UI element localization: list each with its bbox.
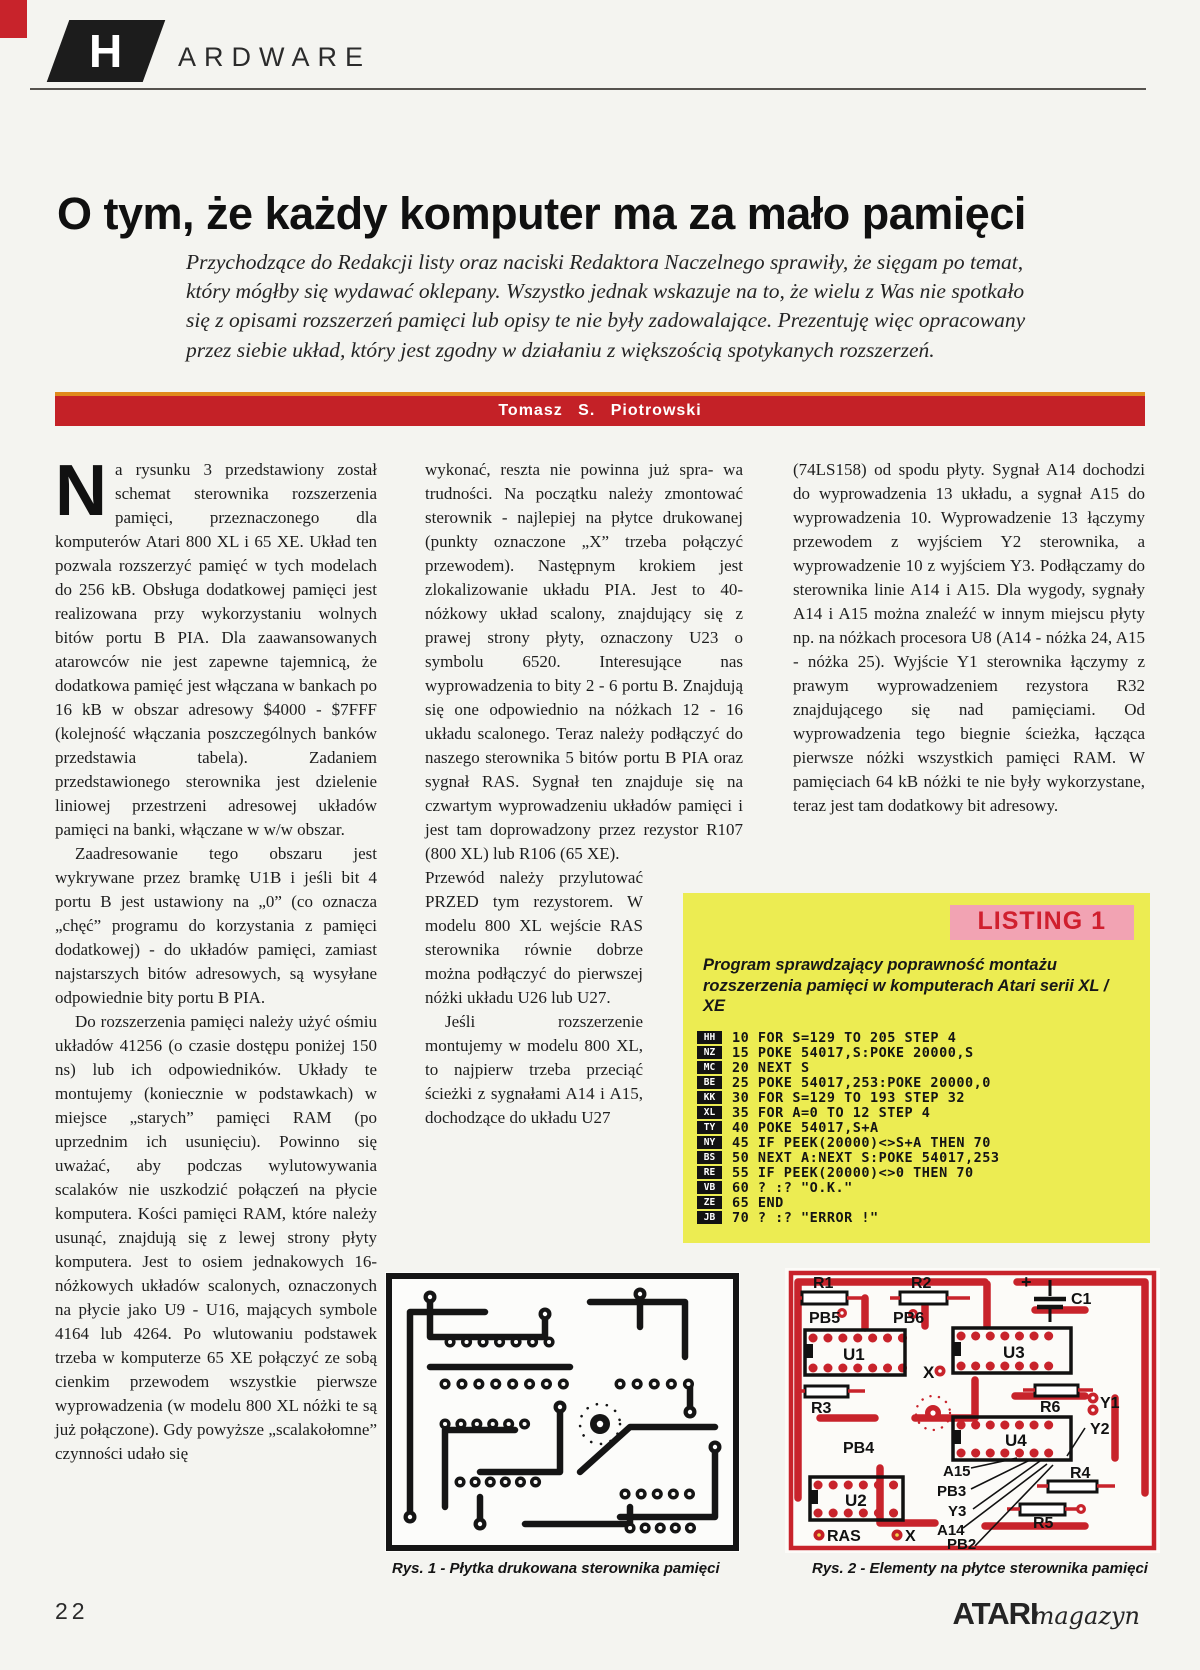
article-lead: Przychodzące do Redakcji listy oraz naciski Redaktora Naczelnego sprawiły, że sięgam po temat, który mógłby się wydawać oklepany. Wszystko jednak wskazuje na to, że wielu z Was nie spotkało się z opisami rozszerzeń pamięci lub opisy te nie były zadowalające. Prezentuję więc opracowany przez siebie układ, który jest zgodny w działaniu z większością spotykanych rozszerzeń. [186, 250, 1026, 362]
listing-line-tag: ZE [697, 1196, 722, 1209]
body-column-3 [793, 458, 1145, 818]
magazine-logo-suffix: magazyn [1031, 1602, 1140, 1630]
listing-line [697, 1090, 1142, 1105]
header-rule [30, 88, 1146, 90]
component-label: R4 [1070, 1465, 1091, 1482]
figure-1-pcb-traces [385, 1272, 740, 1552]
article-title: O tym, że każdy komputer ma za mało pamięci [57, 188, 1026, 240]
listing-line-code: 25 POKE 54017,253:POKE 20000,0 [732, 1074, 991, 1091]
listing-line-tag: NY [697, 1136, 722, 1149]
component-label: U1 [843, 1345, 865, 1364]
listing-line-tag: TY [697, 1121, 722, 1134]
listing-line [697, 1180, 1142, 1195]
figure-2-component-layout [785, 1268, 1160, 1553]
component-label: U3 [1003, 1343, 1025, 1362]
listing-line [697, 1150, 1142, 1165]
hardware-section-logo [47, 20, 166, 82]
paragraph: Do rozszerzenia pamięci należy użyć ośmiu układów 41256 (o czasie dostępu poniżej 150 ns) lub ich odpowiedników. Układy te montujemy (koniecznie w podstawkach) w miejsce „starych” pamięci RAM (po uprzednim ich usunięciu). Powinno się uważać, aby podczas wylutowywania scalaków nie uszkodzić połączeń na płycie komputera. Kości pamięci RAM, które należy usunąć, znajdują się z lewej strony płyty komputera. Jest to osiem jednakowych 16-nóżkowych układów scalonych, oznaczonych na płycie jako U9 - U16, mających symbole 4164 lub 4264. Po wlutowaniu podstawek trzeba w komputerze 65 XE połączyć ze sobą cienkim przewodem wszystkie pierwsze wyprowadzenia (w modelu 800 XL nóżki te są już połączone). Gdy powyższe „scalakołomne” czynności udało się [55, 1012, 377, 1463]
figure-2-caption: Rys. 2 - Elementy na płytce sterownika pamięci [812, 1560, 1148, 1577]
listing-line-code: 35 FOR A=0 TO 12 STEP 4 [732, 1104, 931, 1121]
listing-badge: LISTING 1 [950, 905, 1134, 940]
listing-line-tag: XL [697, 1106, 722, 1119]
listing-code [697, 1030, 1142, 1225]
paragraph: wykonać, reszta nie powinna już spra- wa trudności. Na początku należy zmontować sterownik - najlepiej na płytce drukowanej (punkty oznaczone „X” trzeba połączyć przewodem). Następnym krokiem jest zlokalizowanie układu PIA. Jest to 40-nóżkowy układ scalony, znajdujący się z prawej strony płyty, oznaczony U23 o symbolu 6520. Interesujące nas wyprowadzenia to bity 2 - 6 portu B. Znajdują się one odpowiednio na nóżkach 12 - 16 układu scalonego. Teraz należy podłączyć do naszego sterownika 5 bitów portu B PIA oraz sygnał RAS. Sygnał ten znajduje się na czwartym wyprowadzeniu układów pamięci i jest tam doprowadzony przez rezystor R107 (800 XL) lub R106 (65 XE). [425, 460, 743, 863]
listing-line [697, 1120, 1142, 1135]
paragraph: Jeśli rozszerzenie montujemy w modelu 800 XL, to najpierw trzeba przeciąć ścieżki z sygnałami A14 i A15, dochodzące do układu U27 [425, 1012, 643, 1127]
listing-line-tag: JB [697, 1211, 722, 1224]
listing-line-code: 55 IF PEEK(20000)<>0 THEN 70 [732, 1164, 974, 1181]
paragraph [55, 451, 377, 842]
listing-line-code: 70 ? :? "ERROR !" [732, 1209, 879, 1226]
listing-line-code: 45 IF PEEK(20000)<>S+A THEN 70 [732, 1134, 991, 1151]
component-label: PB6 [893, 1310, 925, 1327]
paragraph-text: a rysunku 3 przedstawiony został schemat sterownika rozszerzenia pamięci, przeznaczonego dla komputerów Atari 800 XL i 65 XE. Układ ten pozwala rozszerzyć pamięć w tych modelach do 256 kB. Obsługa dodatkowej pamięci jest realizowana przy wykorzystaniu wolnych bitów portu B PIA. Dla zaawansowanych atarowców nie jest zapewne tajemnicą, że dodatkowa pamięć jest włączana w bankach po 16 kB w obszar adresowy $4000 - $7FFF (kolejność włączania poszczególnych banków przedstawia tabela). Zadaniem przedstawionego sterownika jest dzielenie liniowej przestrzeni adresowej układów pamięci na banki, włączane w w/w obszar. [55, 460, 377, 839]
component-label: R2 [911, 1275, 932, 1292]
listing-caption: Program sprawdzający poprawność montażu rozszerzenia pamięci w komputerach Atari serii XL / XE [703, 956, 1109, 1016]
component-label: A15 [943, 1463, 971, 1480]
component-label: U2 [845, 1491, 867, 1510]
listing-line [697, 1030, 1142, 1045]
column-2-narrow-segment [425, 866, 643, 1130]
listing-line-tag: MC [697, 1061, 722, 1074]
listing-line-code: 20 NEXT S [732, 1059, 810, 1076]
author-name: Tomasz S. Piotrowski [498, 402, 702, 419]
listing-line-code: 50 NEXT A:NEXT S:POKE 54017,253 [732, 1149, 1000, 1166]
listing-line-tag: BE [697, 1076, 722, 1089]
listing-line-code: 30 FOR S=129 TO 193 STEP 32 [732, 1089, 965, 1106]
author-bar [55, 392, 1145, 426]
component-label: X [923, 1363, 935, 1382]
listing-line [697, 1165, 1142, 1180]
listing-line [697, 1105, 1142, 1120]
listing-line-tag: KK [697, 1091, 722, 1104]
body-column-1 [55, 451, 377, 1466]
listing-line [697, 1045, 1142, 1060]
figure-1-caption: Rys. 1 - Płytka drukowana sterownika pamięci [392, 1560, 720, 1577]
component-label: PB3 [937, 1483, 967, 1500]
component-label: R1 [813, 1275, 834, 1292]
component-label: R6 [1040, 1399, 1061, 1416]
listing-line-tag: NZ [697, 1046, 722, 1059]
listing-line-code: 40 POKE 54017,S+A [732, 1119, 879, 1136]
listing-line [697, 1210, 1142, 1225]
component-label: Y2 [1090, 1421, 1110, 1438]
listing-line-tag: VB [697, 1181, 722, 1194]
hardware-section-label: ARDWARE [178, 42, 372, 72]
paragraph: (74LS158) od spodu płyty. Sygnał A14 dochodzi do wyprowadzenia 13 układu, a sygnał A15 do wyprowadzenia 10. Wyprowadzenie 13 łączymy przewodem z wyjściem Y2 sterownika, a wyprowadzenie 10 z wyjściem Y3. Podłączamy do sterownika linie A14 i A15. Dla wygody, sygnały A14 i A15 można znaleźć w innym miejscu płyty np. na nóżkach procesora U8 (A14 - nóżka 24, A15 - nóżka 25). Wyjście Y1 sterownika łączymy z prawym wyprowadzeniem rezystora R32 znajdującego się nad pamięciami. Od wyprowadzenia tego biegnie ścieżka, łącząca pierwsze nóżki wszystkich pamięci RAM. W pamięciach 64 kB nóżki te nie były wykorzystane, teraz jest tam dodatkowy bit adresowy. [793, 460, 1145, 815]
paragraph: Przewód należy przylutować PRZED tym rezystorem. W modelu 800 XL wejście RAS sterownika równie dobrze można podłączyć do pierwszej nóżki układu U26 lub U27. [425, 868, 643, 1007]
listing-line-code: 60 ? :? "O.K." [732, 1179, 853, 1196]
dropcap: N [55, 451, 107, 531]
listing-line [697, 1060, 1142, 1075]
plus-mark: + [1021, 1272, 1032, 1292]
component-label: A14 [937, 1522, 965, 1539]
listing-line-tag: HH [697, 1031, 722, 1044]
component-label: Y1 [1100, 1395, 1120, 1412]
component-label: PB4 [843, 1440, 875, 1457]
listing-line [697, 1135, 1142, 1150]
component-label: Y3 [948, 1503, 967, 1520]
hardware-logo-letter: H [89, 25, 123, 77]
listing-line-code: 15 POKE 54017,S:POKE 20000,S [732, 1044, 974, 1061]
listing-line-tag: RE [697, 1166, 722, 1179]
listing-line [697, 1195, 1142, 1210]
listing-line-code: 65 END [732, 1194, 784, 1211]
magazine-logo [952, 1596, 1140, 1632]
magazine-logo-brand: ATARI [952, 1596, 1038, 1631]
component-label: R3 [811, 1400, 832, 1417]
corner-red-mark [0, 0, 27, 38]
component-label: X [905, 1528, 916, 1545]
paragraph: Zaadresowanie tego obszaru jest wykrywane przez bramkę U1B i jeśli bit 4 portu B jest ustawiony na „0” (co oznacza „chęć” programu do korzystania z pamięci dodatkowej) - do układów pamięci, zamiast najstarszych bitów adresowych, są wysyłane odpowiednie bity portu B PIA. [55, 844, 377, 1007]
component-label: R5 [1033, 1515, 1054, 1532]
listing-line [697, 1075, 1142, 1090]
component-label: PB5 [809, 1310, 841, 1327]
component-label: C1 [1071, 1291, 1092, 1308]
page-number: 22 [55, 1598, 89, 1624]
component-label: RAS [827, 1528, 861, 1545]
listing-line-tag: BS [697, 1151, 722, 1164]
listing-line-code: 10 FOR S=129 TO 205 STEP 4 [732, 1029, 957, 1046]
listing-box [683, 893, 1150, 1243]
component-label: PB2 [947, 1536, 977, 1553]
component-label: U4 [1005, 1431, 1027, 1450]
